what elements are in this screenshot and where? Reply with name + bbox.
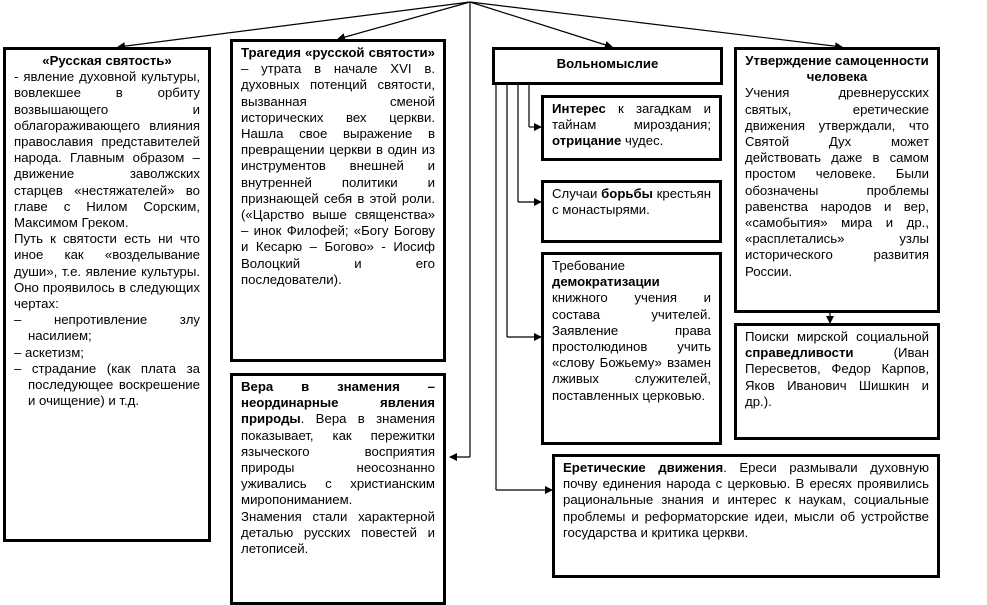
- box-volnomyslie: [492, 47, 723, 85]
- poiski-bold: справедливости: [745, 345, 854, 361]
- tragediya-text: – утрата в начале XVI в. духовных потенций святости, вызванная сменой исторических вех церкви. Нашла свое выражение в превращении церкви в один из инструментов внешней и внутренней политики и признающей себя в этой роли. («Царство выше священства» – инок Филофей; «Богу Богову и Кесарю – Богово» - Иосиф Волоцкий и его последователи).: [241, 61, 435, 287]
- box-vera-v-znameniya: [230, 373, 446, 605]
- ereticheskie-text: . Ереси размывали духовную почву единения народа с церковью. В ересях проявились рациональные знания и интерес к наукам, социальные проблемы и реформаторские идеи, мысли об устройстве государства и критика церкви.: [563, 460, 929, 540]
- box-poiski: [734, 323, 940, 440]
- arrow-to-volnomyslie: [470, 2, 612, 47]
- borba-bold: борьбы: [601, 186, 653, 201]
- arrow-to-tragediya: [338, 2, 470, 39]
- otricanie-bold: отрицание: [552, 133, 622, 149]
- poiski-text-1: Поиски мирской социальной: [745, 329, 929, 344]
- poiski-text-2: (Иван Пересветов, Федор Карпов, Яков Иванович Шишкин и др.).: [745, 345, 929, 409]
- box-ereticheskie-dvizheniya: [552, 454, 940, 578]
- vera-title: Вера в знамения – неординарные явления природы: [241, 379, 435, 427]
- russkaya-svyatost-title: «Русская святость»: [42, 53, 172, 68]
- russkaya-svyatost-definition: - явление духовной культуры, вовлекшее в орбиту возвышающего и облагораживающего влияния православия представителей народа. Главным образом – движение заволжских старцев «нестяжателей» во главе с Нилом Сорским, Максимом Греком.: [14, 69, 200, 231]
- box-borba: [541, 180, 722, 243]
- demokratizaciya-text-1: Требование: [552, 258, 625, 273]
- demokratizaciya-bold: демократизации: [552, 274, 660, 290]
- utverzhdenie-text: Учения древнерусских святых, еретические движения утверждали, что Святой Дух может действовать даже в самом простом человеке. Были обозначены проблемы равенства народов и вер, «самобытия» мира и др., «расплетались» узлы исторического развития России.: [745, 85, 929, 279]
- trait-item: – страдание (как плата за последующее воскрешение и очищение) и т.д.: [14, 360, 200, 409]
- volnomyslie-title: Вольномыслие: [556, 56, 659, 71]
- vera-text: . Вера в знамения показывает, как пережитки языческого восприятия природы неосознанно уживались с христианским миропониманием.: [241, 411, 435, 508]
- vera-text-2: Знамения стали характерной деталью русских повестей и летописей.: [241, 508, 435, 557]
- interes-bold: Интерес: [552, 101, 606, 116]
- borba-text-2: крестьян с монастырями.: [552, 186, 711, 218]
- trait-item: – непротивление злу насилием;: [14, 312, 200, 344]
- interes-text: к загадкам и тайнам мироздания;: [552, 101, 711, 133]
- box-tragediya-russkoy-svyatosti: [230, 39, 446, 362]
- trait-item: – аскетизм;: [14, 344, 84, 360]
- russkaya-svyatost-path: Путь к святости есть ни что иное как «возделывание души», т.е. явление культуры. Оно проявилось в следующих чертах:: [14, 231, 200, 312]
- borba-text-1: Случаи: [552, 186, 602, 201]
- box-demokratizaciya: [541, 252, 722, 445]
- demokratizaciya-text-2: книжного учения и состава учителей. Заявление права простолюдинов учить «слову Божьему» взамен лживых служителей, поставленных церковью.: [552, 290, 711, 403]
- ereticheskie-title: Еретические движения: [563, 460, 724, 475]
- utverzhdenie-title: Утверждение самоценности человека: [745, 53, 929, 85]
- box-interes: [541, 95, 722, 161]
- box-russkaya-svyatost: [3, 47, 211, 542]
- arrow-to-utverzhdenie: [470, 2, 842, 47]
- otricanie-text: чудес.: [621, 133, 664, 149]
- tragediya-title: Трагедия «русской святости»: [241, 45, 435, 60]
- box-utverzhdenie: [734, 47, 940, 313]
